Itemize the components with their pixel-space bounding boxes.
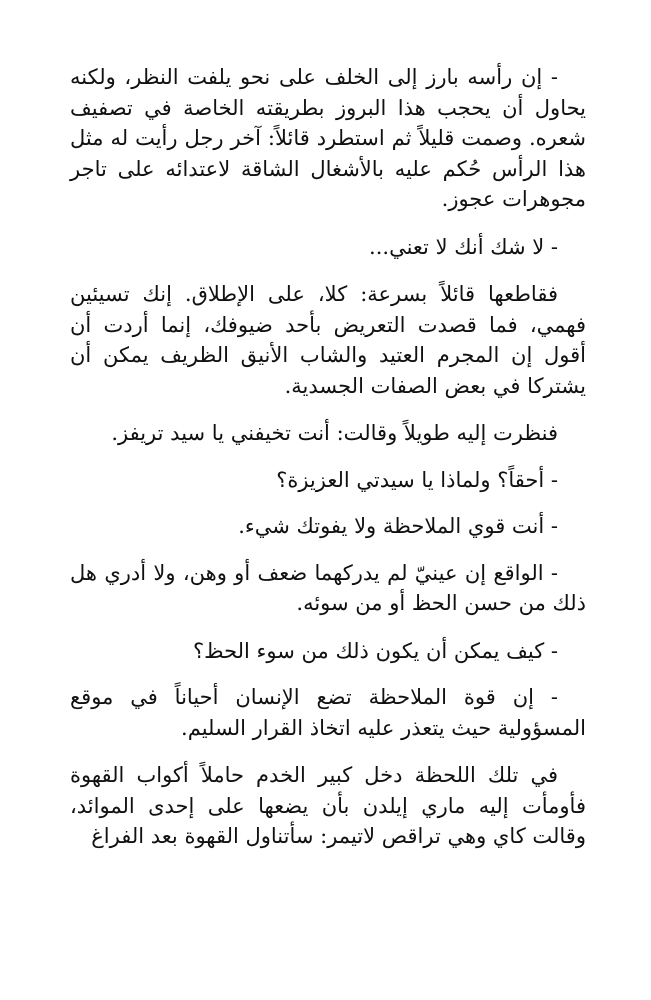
paragraph-2: - لا شك أنك لا تعني... (369, 234, 558, 259)
paragraph-4: فنظرت إليه طويلاً وقالت: أنت تخيفني يا سيد تريفز. (111, 421, 558, 445)
paragraph-10: في تلك اللحظة دخل كبير الخدم حاملاً أكواب القهوة فأومأت إليه ماري إيلدن بأن يضعها على إحدى الموائد، وقالت كاي وهي تراقص لاتيمر: سأتناول القهوة بعد الفراغ (70, 763, 586, 848)
paragraph-9: - إن قوة الملاحظة تضع الإنسان أحياناً في موقع المسؤولية حيث يتعذر عليه اتخاذ القرار السليم. (70, 685, 586, 740)
paragraph-6: - أنت قوي الملاحظة ولا يفوتك شيء. (238, 514, 558, 538)
paragraph-7: - الواقع إن عينيّ لم يدركهما ضعف أو وهن، ولا أدري هل ذلك من حسن الحظ أو من سوئه. (70, 560, 586, 615)
paragraph-8: - كيف يمكن أن يكون ذلك من سوء الحظ؟ (193, 638, 558, 663)
paragraph-5: - أحقاً؟ ولماذا يا سيدتي العزيزة؟ (276, 467, 558, 492)
paragraph-3: فقاطعها قائلاً بسرعة: كلا، على الإطلاق. إنك تسيئين فهمي، فما قصدت التعريض بأحد ضيوفك، إنما أردت أن أقول إن المجرم العتيد والشاب الأنيق الظريف يمكن أن يشتركا في بعض الصفات الجسدية. (70, 282, 586, 398)
paragraph-1: - إن رأسه بارز إلى الخلف على نحو يلفت النظر، ولكنه يحاول أن يحجب هذا البروز بطريقته الخاصة في تصفيف شعره. وصمت قليلاً ثم استطرد قائلاً: آخر رجل رأيت له مثل هذا الرأس حُكم عليه بالأشغال الشاقة لاعتدائه على تاجر مجوهرات عجوز. (70, 65, 586, 211)
document-page (70, 62, 586, 869)
